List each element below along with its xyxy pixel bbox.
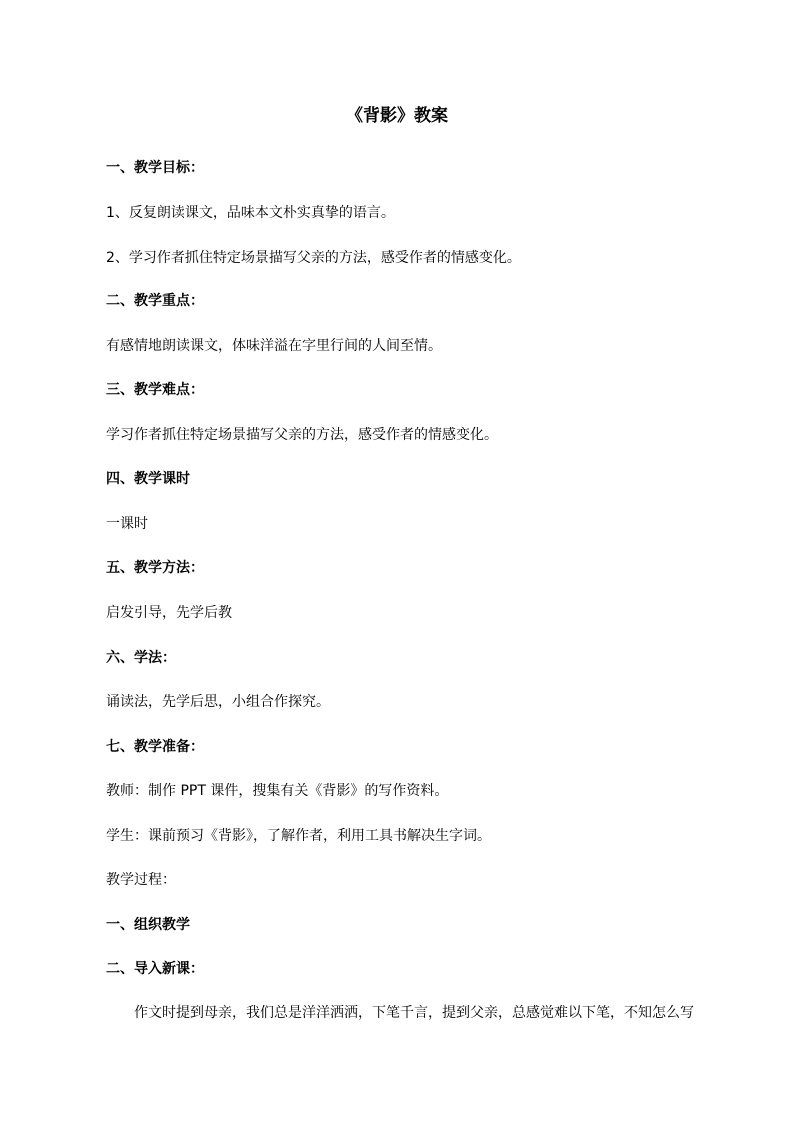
- process-label: 教学过程：: [106, 872, 176, 888]
- focus-text: 有感情地朗读课文，体味洋溢在字里行间的人间至情。: [106, 338, 442, 354]
- focus-heading: 二、教学重点：: [106, 293, 204, 309]
- goal-item-1: 1、反复朗读课文，品味本文朴实真挚的语言。: [106, 205, 395, 221]
- difficulty-heading: 三、教学难点：: [106, 382, 204, 398]
- hours-text: 一课时: [106, 516, 148, 532]
- method-heading: 五、教学方法：: [106, 560, 204, 576]
- prep-student-text: 学生：课前预习《背影》，了解作者，利用工具书解决生字词。: [106, 828, 491, 844]
- method-text: 启发引导，先学后教: [106, 605, 232, 621]
- document-title: 《背影》教案: [346, 106, 448, 126]
- intro-paragraph: 作文时提到母亲，我们总是洋洋洒洒，下笔千言，提到父亲，总感觉难以下笔，不知怎么写: [134, 1005, 694, 1021]
- organize-heading: 一、组织教学: [106, 917, 190, 933]
- goals-heading: 一、教学目标：: [106, 160, 204, 176]
- study-heading: 六、学法：: [106, 650, 176, 666]
- prep-heading: 七、教学准备：: [106, 739, 204, 755]
- intro-heading: 二、导入新课：: [106, 961, 204, 977]
- hours-heading: 四、教学课时: [106, 471, 190, 487]
- goal-item-2: 2、学习作者抓住特定场景描写父亲的方法，感受作者的情感变化。: [106, 250, 521, 266]
- prep-teacher-text: 教师：制作 PPT 课件，搜集有关《背影》的写作资料。: [106, 783, 449, 799]
- study-text: 诵读法，先学后思，小组合作探究。: [106, 694, 330, 710]
- difficulty-text: 学习作者抓住特定场景描写父亲的方法，感受作者的情感变化。: [106, 427, 498, 443]
